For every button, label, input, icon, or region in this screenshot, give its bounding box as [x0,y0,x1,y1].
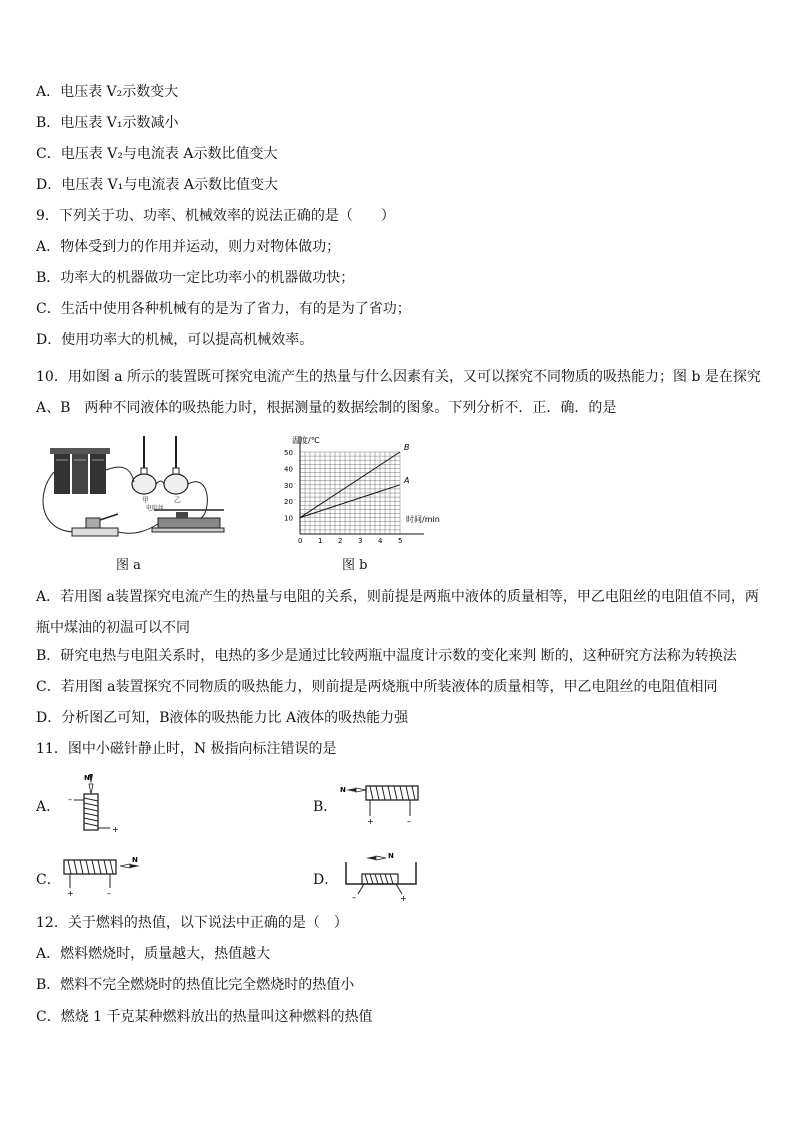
series-label-B: B [404,443,410,452]
q11-option-a-label: A． [36,799,61,815]
q11-stem: 11．图中小磁针静止时，N 极指向标注错误的是 [36,741,337,757]
switch-icon [72,514,118,536]
compass-needle-icon [346,788,366,792]
x-tick-label: 0 [298,537,303,545]
q11-figure-c-solenoid [60,852,150,900]
y-tick-label: 10 [284,514,293,523]
needle-n-label: N [84,774,90,782]
q10-stem-line1: 10．用如图 a 所示的装置既可探究电流产生的热量与什么因素有关，又可以探究不同物质的吸热能力；图 b 是在探究 [36,369,761,385]
svg-text:+: + [400,894,407,903]
q11-figure-a-solenoid [62,770,122,838]
svg-text:+: + [112,825,119,834]
q9-stem: 9．下列关于功、功率、机械效率的说法正确的是（ ） [36,208,395,224]
needle-n-label: N [132,856,138,864]
label-wire: 电阻丝 [146,505,165,512]
flask-jia-icon [132,436,156,494]
figure-a-apparatus [36,432,236,544]
q11-figure-b-solenoid [336,778,426,828]
figure-a-caption: 图 a [116,558,141,573]
q8-option-d: D．电压表 V₁与电流表 A示数比值变大 [36,177,278,193]
q9-option-c: C．生活中使用各种机械有的是为了省力，有的是为了省功； [36,301,411,317]
y-tick-label: 50 [284,449,293,457]
svg-text:+: + [367,817,374,826]
needle-n-label: N [340,786,346,794]
q12-option-c: C．燃烧 1 千克某种燃料放出的热量叫这种燃料的热值 [36,1009,373,1025]
q10-option-b: B．研究电热与电阻关系时，电热的多少是通过比较两瓶中温度计示数的变化来判 断的，这种研究方法称为转换法 [36,648,737,664]
svg-text:–: – [107,889,111,898]
figure-b-caption: 图 b [342,558,368,573]
q8-option-c: C．电压表 V₂与电流表 A示数比值变大 [36,146,278,162]
q11-option-d-label: D． [313,872,339,888]
x-tick-label: 2 [338,537,343,545]
svg-text:+: + [67,889,74,898]
compass-needle-icon [366,856,386,860]
q8-option-b: B．电压表 V₁示数减小 [36,115,179,131]
x-tick-label: 5 [398,537,403,545]
q8-option-a: A．电压表 V₂示数变大 [36,84,179,100]
q10-option-d: D．分析图乙可知，B液体的吸热能力比 A液体的吸热能力强 [36,710,409,726]
q10-stem-line2: A、B 两种不同液体的吸热能力时，根据测量的数据绘制的图象。下列分析不．正．确．的是 [36,400,617,416]
q12-option-a: A．燃料燃烧时，质量越大，热值越大 [36,946,271,962]
compass-needle-icon [120,864,140,868]
q11-figure-d-electromagnet [336,848,426,904]
x-tick-label: 3 [358,537,363,545]
battery-icon [50,448,110,494]
svg-text:–: – [407,817,411,826]
y-tick-label: 20 [284,498,293,507]
needle-n-label: N [388,852,394,860]
q12-stem: 12．关于燃料的热值，以下说法中正确的是（ ） [36,915,348,931]
y-tick-label: 30 [284,481,293,490]
svg-text:–: – [352,893,356,902]
figure-b-chart [282,434,440,546]
q9-option-b: B．功率大的机器做功一定比功率小的机器做功快； [36,270,355,286]
rheostat-icon [152,510,224,532]
flask-yi-icon [164,436,188,494]
q10-option-c: C．若用图 a装置探究不同物质的吸热能力，则前提是两烧瓶中所装液体的质量相等，甲乙电阻丝的电阻值相同 [36,679,718,695]
q9-option-a: A．物体受到力的作用并运动，则力对物体做功； [36,239,341,255]
q11-option-c-label: C． [36,872,61,888]
label-jia: 甲 [142,496,149,504]
x-tick-label: 4 [378,537,383,545]
q9-option-d: D．使用功率大的机械，可以提高机械效率。 [36,332,314,348]
x-tick-label: 1 [318,537,323,545]
y-tick-label: 40 [284,465,293,474]
y-axis-title: 温度/℃ [292,436,320,445]
q12-option-b: B．燃料不完全燃烧时的热值比完全燃烧时的热值小 [36,977,355,993]
svg-text:–: – [68,795,72,804]
q11-option-b-label: B． [313,799,338,815]
x-axis-title: 时间/min [406,515,440,524]
q10-option-a: A．若用图 a装置探究电流产生的热量与电阻的关系，则前提是两瓶中液体的质量相等，甲乙电阻丝的电阻值不同，两瓶中煤油的初温可以不同 [36,589,759,636]
series-label-A: A [404,475,410,485]
label-yi: 乙 [174,496,181,504]
